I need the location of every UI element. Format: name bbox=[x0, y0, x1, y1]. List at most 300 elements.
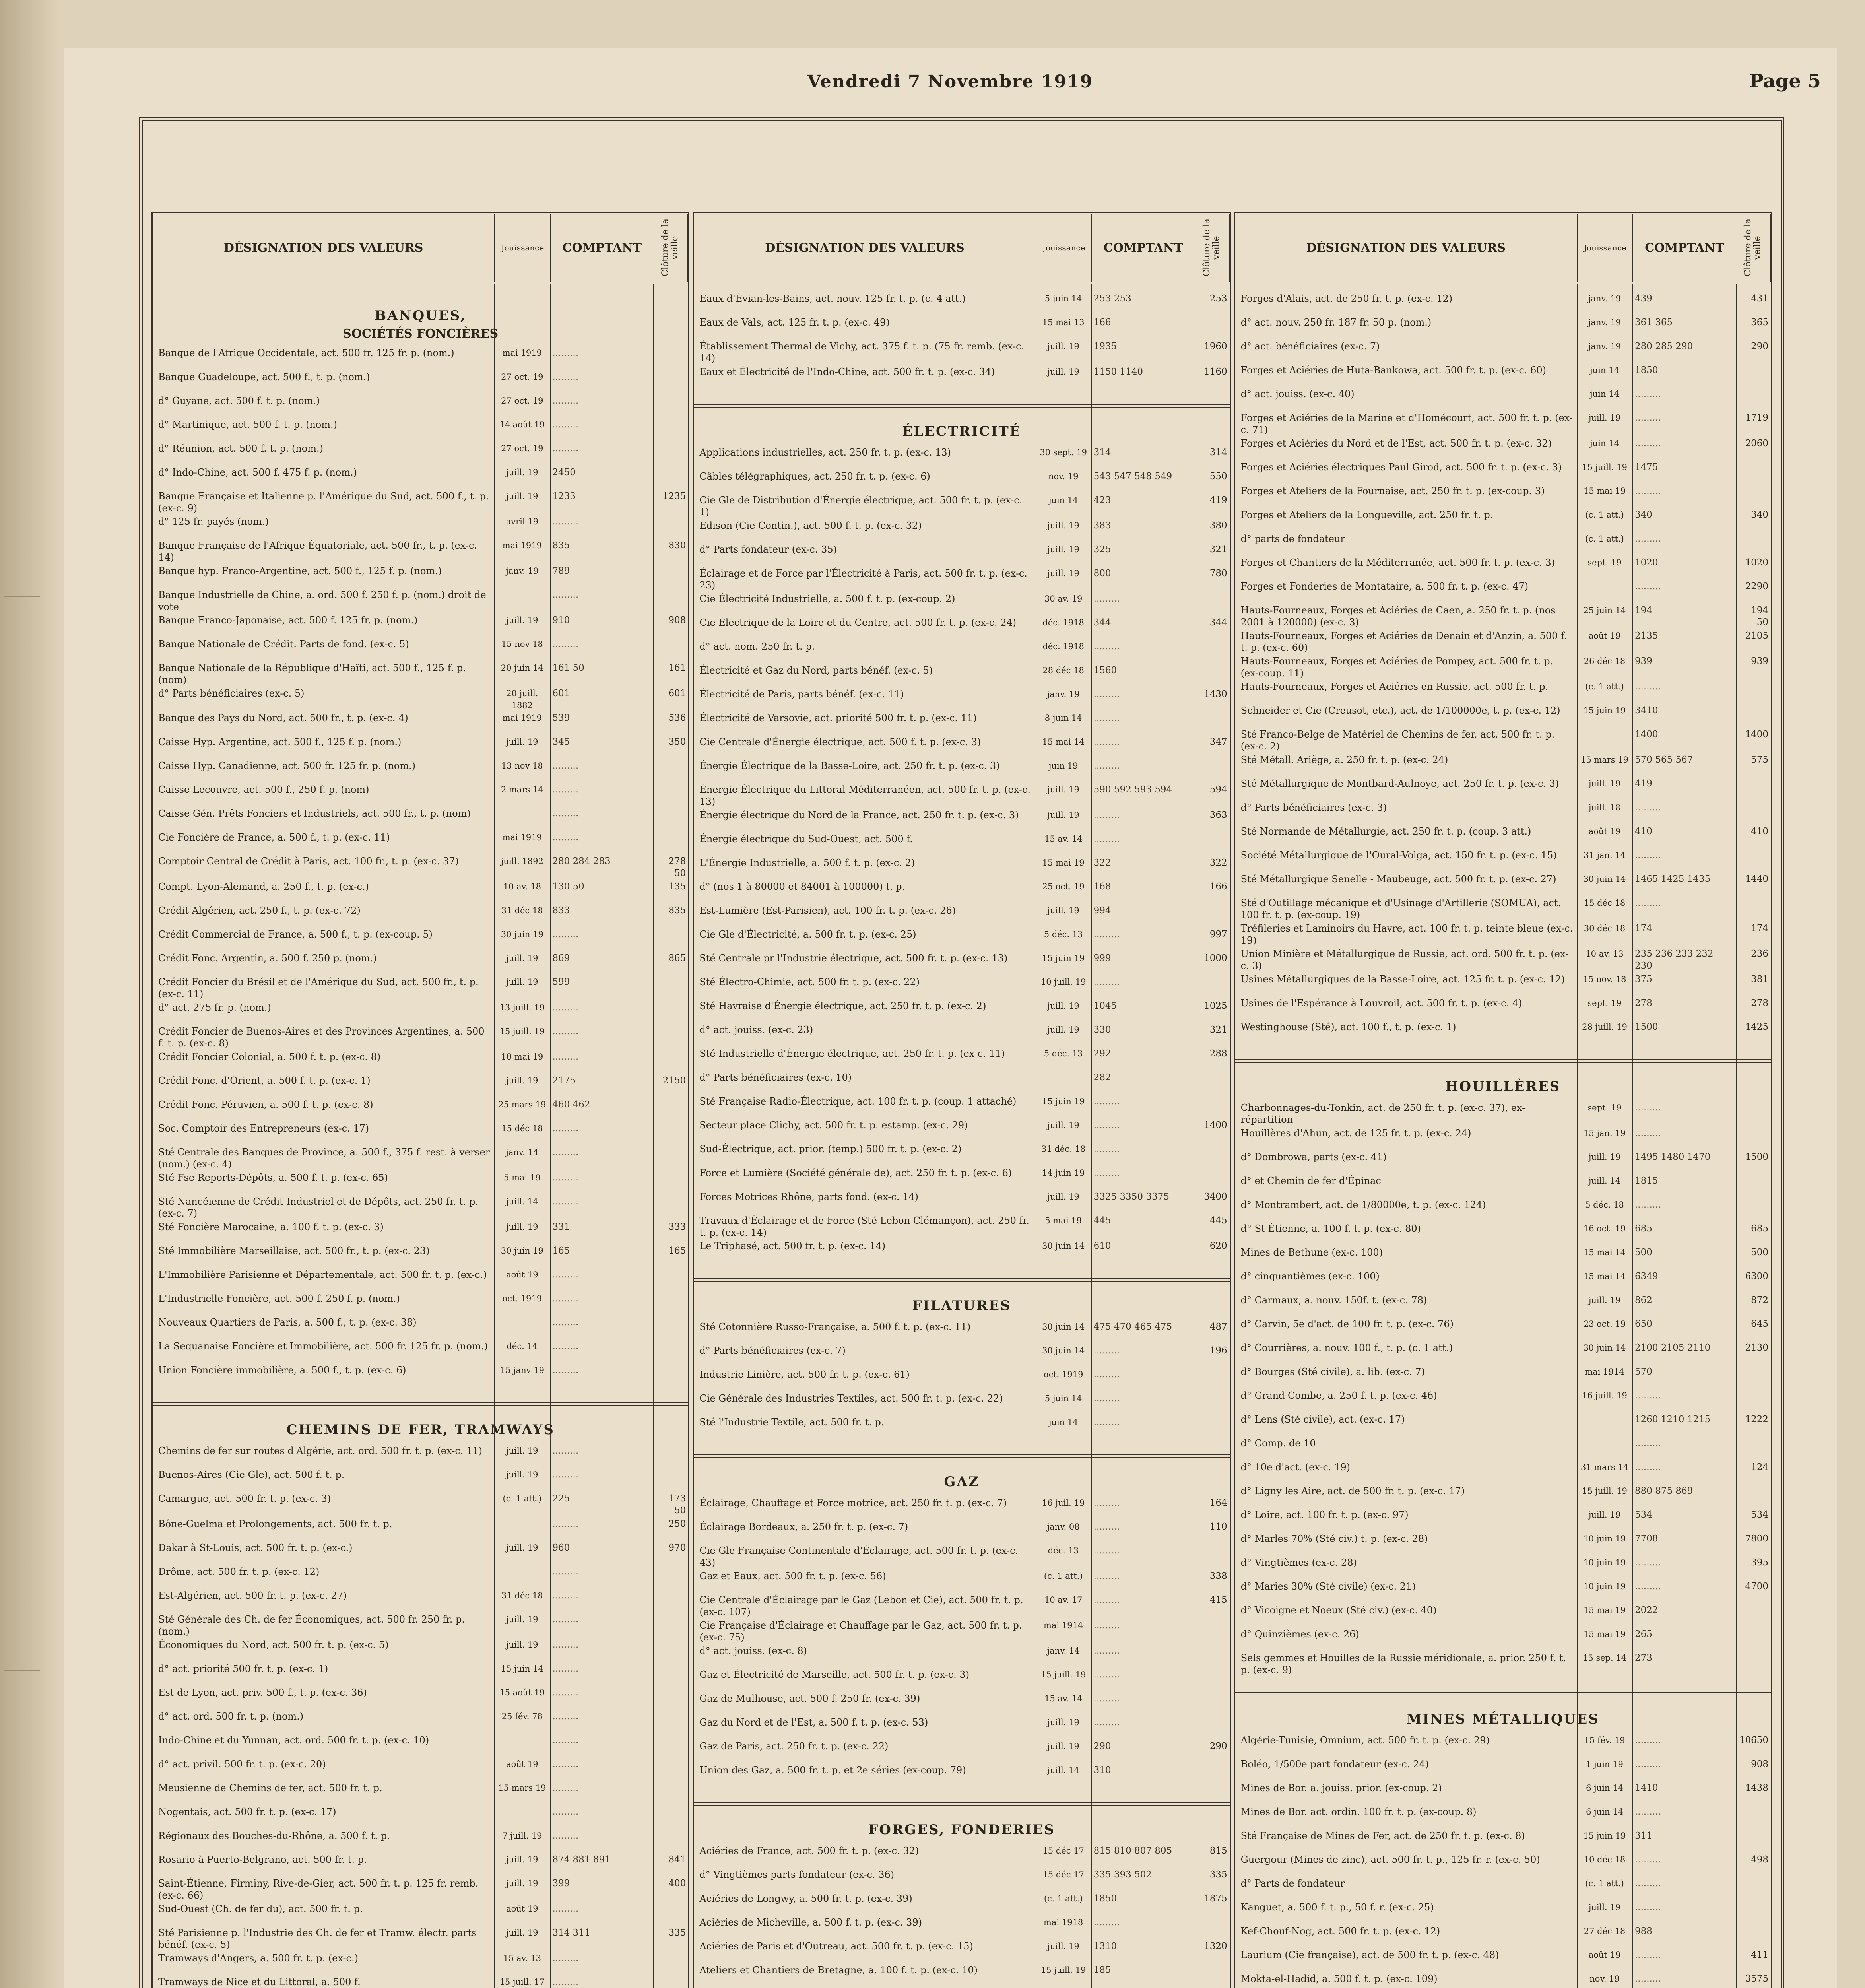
security-name: Mokta-el-Hadid, a. 500 f. t. p. (ex-c. 109) bbox=[1240, 1973, 1438, 1984]
security-name: Union Minière et Métallurgique de Russie, act. ord. 500 fr. t. p. (ex-c. 3) bbox=[1240, 948, 1569, 971]
cloture-price bbox=[1736, 1604, 1771, 1627]
security-name: Sté Fse Reports-Dépôts, a. 500 f. t. p. (ex-c. 65) bbox=[158, 1172, 388, 1183]
cloture-price: 3575 bbox=[1745, 1974, 1768, 1984]
jouissance-date: juill. 19 bbox=[506, 1222, 538, 1232]
jouissance-date: août 19 bbox=[506, 1904, 538, 1914]
jouissance-date: 25 mars 19 bbox=[498, 1100, 546, 1109]
security-row bbox=[1235, 680, 1771, 704]
security-name: Eaux et Électricité de l'Indo-Chine, act. 500 fr. t. p. (ex-c. 34) bbox=[699, 366, 995, 377]
comptant-price: 460 462 bbox=[552, 1099, 590, 1110]
security-name: d° (nos 1 à 80000 et 84001 à 100000) t. p. bbox=[699, 881, 905, 892]
dot-leader: ......... bbox=[552, 348, 579, 358]
security-row bbox=[694, 1716, 1229, 1740]
comptant-price: 314 bbox=[1093, 447, 1111, 458]
jouissance-date: mai 1914 bbox=[1585, 1367, 1624, 1376]
dot-leader: ......... bbox=[1093, 1545, 1120, 1556]
jouissance-date: 31 mars 14 bbox=[1580, 1462, 1628, 1472]
jouissance-date: juill. 19 bbox=[506, 737, 538, 747]
security-row bbox=[153, 1781, 688, 1805]
security-row bbox=[153, 1926, 688, 1951]
security-row bbox=[153, 1902, 688, 1926]
cloture-price bbox=[1195, 1716, 1230, 1740]
security-name: Gaz de Paris, act. 250 fr. t. p. (ex-c. 22) bbox=[699, 1741, 889, 1752]
cloture-price: 1025 bbox=[1204, 1001, 1227, 1011]
security-row bbox=[1235, 728, 1771, 753]
jouissance-date: juill. 19 bbox=[1047, 1192, 1079, 1202]
dot-leader: ......... bbox=[1093, 641, 1120, 652]
comptant-price: 166 bbox=[1093, 317, 1111, 328]
security-name: Est-Lumière (Est-Parisien), act. 100 fr. t. p. (ex-c. 26) bbox=[699, 905, 956, 916]
security-name: Caisse Hyp. Argentine, act. 500 f., 125 f. p. (nom.) bbox=[158, 736, 402, 747]
security-row bbox=[1235, 777, 1771, 801]
jouissance-date: août 19 bbox=[506, 1759, 538, 1769]
cloture-price: 335 bbox=[1209, 1870, 1227, 1880]
cloture-price bbox=[1736, 1437, 1771, 1460]
security-name: Banque Française de l'Afrique Équatoriale, act. 500 fr., t. p. (ex-c. 14) bbox=[158, 540, 477, 563]
comptant-price: 419 bbox=[1634, 779, 1652, 789]
comptant-price: 6349 bbox=[1634, 1271, 1658, 1281]
comptant-price bbox=[550, 1638, 653, 1662]
jouissance-date: 16 juil. 19 bbox=[1042, 1498, 1085, 1508]
cloture-price: 419 bbox=[1209, 495, 1227, 505]
jouissance-date: juill. 19 bbox=[506, 491, 538, 501]
comptant-price: 1495 1480 1470 bbox=[1634, 1152, 1711, 1162]
cloture-price bbox=[653, 1829, 688, 1853]
comptant-price bbox=[550, 394, 653, 418]
security-name: Chemins de fer sur routes d'Algérie, act. ord. 500 fr. t. p. (ex-c. 11) bbox=[158, 1445, 482, 1456]
comptant-price: 7708 bbox=[1634, 1534, 1658, 1544]
security-row bbox=[694, 928, 1229, 951]
cloture-price: 173 50 bbox=[668, 1493, 686, 1516]
security-name: Sté Industrielle d'Énergie électrique, act. 250 fr. t. p. (ex c. 11) bbox=[699, 1048, 1005, 1059]
column-entries bbox=[153, 292, 688, 1988]
comptant-price bbox=[550, 1805, 653, 1829]
cloture-price bbox=[653, 1025, 688, 1050]
comptant-price bbox=[550, 370, 653, 394]
security-name: d° Bourges (Sté civile), a. lib. (ex-c. 7) bbox=[1240, 1366, 1425, 1377]
dot-leader: ......... bbox=[1634, 1128, 1661, 1138]
security-name: d° act. priorité 500 fr. t. p. (ex-c. 1) bbox=[158, 1663, 328, 1674]
cloture-price bbox=[653, 588, 688, 613]
cloture-price bbox=[1195, 1619, 1230, 1644]
security-name: d° Indo-Chine, act. 500 f. 475 f. p. (nom.) bbox=[158, 467, 357, 478]
cloture-price: 815 bbox=[1209, 1846, 1227, 1856]
security-name: Travaux d'Éclairage et de Force (Sté Lebon Clémançon), act. 250 fr. t. p. (ex-c. 14) bbox=[699, 1215, 1029, 1238]
comptant-price bbox=[1632, 1805, 1736, 1829]
dot-leader: ......... bbox=[552, 1293, 579, 1304]
security-row bbox=[1235, 1460, 1771, 1484]
security-row bbox=[1235, 825, 1771, 848]
jouissance-date: janv. 19 bbox=[1588, 294, 1621, 303]
cloture-price bbox=[1736, 1829, 1771, 1853]
jouissance-date: juill. 19 bbox=[1047, 367, 1079, 377]
security-name: d° Parts de fondateur bbox=[1240, 1878, 1345, 1889]
security-row bbox=[694, 975, 1229, 999]
dot-leader: ......... bbox=[1634, 1103, 1661, 1113]
jouissance-date bbox=[1577, 1413, 1632, 1437]
jouissance-date: janv. 08 bbox=[1047, 1522, 1080, 1532]
cloture-price: 970 bbox=[668, 1543, 686, 1553]
comptant-price bbox=[550, 515, 653, 539]
comptant-price bbox=[1091, 1095, 1195, 1118]
security-row bbox=[694, 1142, 1229, 1166]
dot-leader: ......... bbox=[1093, 713, 1120, 723]
security-row bbox=[153, 613, 688, 637]
security-name: Usines de l'Espérance à Louvroil, act. 500 fr. t. p. (ex-c. 4) bbox=[1240, 998, 1522, 1009]
comptant-price bbox=[1091, 1392, 1195, 1415]
security-row bbox=[1235, 922, 1771, 947]
comptant-price bbox=[1091, 592, 1195, 616]
page-number: Page 5 bbox=[1749, 70, 1821, 92]
security-row bbox=[694, 999, 1229, 1023]
jouissance-date: 15 mars 19 bbox=[1580, 755, 1628, 765]
section-title: CHEMINS DE FER, TRAMWAYS bbox=[286, 1422, 555, 1438]
dot-leader: ......... bbox=[552, 396, 579, 406]
section-title: MINES MÉTALLIQUES bbox=[1406, 1711, 1599, 1727]
security-name: Éclairage Bordeaux, a. 250 fr. t. p. (ex-c. 7) bbox=[699, 1521, 908, 1532]
jouissance-date: (c. 1 att.) bbox=[1044, 1894, 1083, 1903]
cloture-price bbox=[653, 1444, 688, 1468]
security-row bbox=[694, 519, 1229, 543]
security-row bbox=[694, 783, 1229, 808]
cloture-price bbox=[653, 1589, 688, 1613]
security-name: d° act. jouiss. (ex-c. 40) bbox=[1240, 388, 1355, 400]
jouissance-date: 15 déc 17 bbox=[1042, 1846, 1084, 1856]
comptant-price: 1850 bbox=[1093, 1893, 1117, 1904]
column-entries bbox=[1235, 292, 1771, 1988]
security-row bbox=[153, 539, 688, 564]
security-row bbox=[153, 831, 688, 854]
dot-leader: ......... bbox=[1634, 1735, 1661, 1745]
security-name: Établissement Thermal de Vichy, act. 375 f. t. p. (75 fr. remb. (ex-c. 14) bbox=[699, 341, 1025, 364]
comptant-price bbox=[1091, 759, 1195, 783]
security-name: Forges et Aciéries électriques Paul Girod, act. 500 fr. t. p. (ex-c. 3) bbox=[1240, 462, 1562, 473]
comptant-price: 570 565 567 bbox=[1634, 755, 1693, 765]
comptant-price: 1935 bbox=[1093, 341, 1117, 351]
jouissance-date: sept. 19 bbox=[1587, 998, 1622, 1008]
cloture-price bbox=[653, 466, 688, 489]
cloture-price: 1222 bbox=[1745, 1414, 1768, 1425]
security-row bbox=[694, 1320, 1229, 1344]
cloture-price: 445 bbox=[1209, 1215, 1227, 1226]
page-frame bbox=[139, 117, 1784, 1988]
jouissance-date: 30 av. 19 bbox=[1044, 594, 1083, 604]
jouissance-date: juin 14 bbox=[1048, 495, 1078, 505]
jouissance-date: déc. 13 bbox=[1048, 1546, 1079, 1555]
comptant-price bbox=[550, 1363, 653, 1387]
dot-leader: ......... bbox=[1634, 1581, 1661, 1592]
security-name: Kanguet, a. 500 f. t. p., 50 f. r. (ex-c. 25) bbox=[1240, 1902, 1434, 1913]
security-row bbox=[694, 1692, 1229, 1716]
cloture-price bbox=[1736, 1651, 1771, 1677]
jouissance-date: mai 1919 bbox=[502, 713, 542, 723]
comptant-price bbox=[550, 1829, 653, 1853]
cloture-price: 135 bbox=[668, 881, 686, 892]
comptant-price bbox=[550, 1292, 653, 1316]
jouissance-date: janv. 19 bbox=[1588, 318, 1621, 327]
security-name: Économiques du Nord, act. 500 fr. t. p. (ex-c. 5) bbox=[158, 1639, 389, 1650]
jouissance-date: déc. 1918 bbox=[1042, 642, 1084, 651]
dot-leader: ......... bbox=[1093, 1571, 1120, 1581]
comptant-price: 800 bbox=[1093, 568, 1111, 579]
dot-leader: ......... bbox=[1634, 1390, 1661, 1401]
security-name: Applications industrielles, act. 250 fr. t. p. (ex-c. 13) bbox=[699, 447, 951, 458]
cloture-price bbox=[653, 759, 688, 783]
jouissance-date: juill. 19 bbox=[506, 1543, 538, 1553]
dot-leader: ......... bbox=[1634, 389, 1661, 399]
security-row bbox=[694, 687, 1229, 711]
security-row bbox=[694, 1569, 1229, 1593]
jouissance-date: sept. 19 bbox=[1587, 558, 1622, 567]
security-name: Aciéries de Micheville, a. 500 f. t. p. (ex-c. 39) bbox=[699, 1917, 922, 1928]
security-row bbox=[694, 640, 1229, 664]
cloture-price bbox=[1195, 592, 1230, 616]
comptant-price: 1260 1210 1215 bbox=[1634, 1414, 1711, 1425]
security-name: d° act. jouiss. (ex-c. 23) bbox=[699, 1024, 813, 1035]
comptant-price bbox=[550, 1050, 653, 1074]
column-entries bbox=[694, 292, 1229, 1988]
cloture-price: 1400 bbox=[1204, 1120, 1227, 1130]
comptant-price: 869 bbox=[552, 953, 570, 963]
cloture-price bbox=[1195, 1692, 1230, 1716]
dot-leader: ......... bbox=[552, 1317, 579, 1328]
security-name: Meusienne de Chemins de fer, act. 500 fr. t. p. bbox=[158, 1782, 382, 1794]
cloture-price: 344 bbox=[1209, 617, 1227, 628]
security-row bbox=[694, 292, 1229, 316]
jouissance-date: 31 déc 18 bbox=[501, 906, 543, 915]
security-name: Sté Métallurgique de Montbard-Aulnoye, act. 250 fr. t. p. (ex-c. 3) bbox=[1240, 778, 1559, 789]
comptant-price: 835 bbox=[552, 540, 570, 551]
security-row bbox=[153, 1268, 688, 1292]
comptant-price: 253 253 bbox=[1093, 293, 1131, 304]
jouissance-date: 26 déc 18 bbox=[1584, 656, 1626, 666]
cloture-price bbox=[1736, 896, 1771, 922]
comptant-price bbox=[550, 1268, 653, 1292]
cloture-price bbox=[1195, 1142, 1230, 1166]
cloture-price bbox=[653, 1468, 688, 1492]
jouissance-date: mai 1918 bbox=[1044, 1918, 1083, 1927]
comptant-price: 570 bbox=[1634, 1367, 1652, 1377]
security-name: Aciéries de Paris et d'Outreau, act. 500 fr. t. p. (ex-c. 15) bbox=[699, 1941, 973, 1952]
cloture-price: 10650 bbox=[1739, 1735, 1768, 1745]
table-column-2 bbox=[693, 212, 1230, 1988]
dot-leader: ......... bbox=[552, 1123, 579, 1134]
cloture-price: 166 bbox=[1209, 881, 1227, 892]
dot-leader: ......... bbox=[552, 1470, 579, 1480]
security-row bbox=[1235, 1150, 1771, 1174]
dot-leader: ......... bbox=[1093, 1369, 1120, 1380]
security-row bbox=[1235, 1293, 1771, 1317]
comptant-price bbox=[1091, 928, 1195, 951]
jouissance-date: 6 juin 14 bbox=[1586, 1783, 1623, 1793]
security-row bbox=[153, 1244, 688, 1268]
cloture-price bbox=[1736, 460, 1771, 484]
security-name: d° Montrambert, act. de 1/80000e, t. p. (ex-c. 124) bbox=[1240, 1199, 1486, 1210]
dot-leader: ......... bbox=[552, 372, 579, 382]
comptant-price: 1815 bbox=[1634, 1176, 1658, 1186]
security-name: Schneider et Cie (Creusot, etc.), act. de 1/100000e, t. p. (ex-c. 12) bbox=[1240, 705, 1560, 716]
security-row bbox=[153, 759, 688, 783]
security-row bbox=[153, 735, 688, 759]
security-name: Nouveaux Quartiers de Paris, a. 500 f., t. p. (ex-c. 38) bbox=[158, 1317, 417, 1328]
header-comptant: COMPTANT bbox=[1091, 214, 1195, 282]
jouissance-date: 15 juin 19 bbox=[1583, 1831, 1626, 1840]
comptant-price: 445 bbox=[1093, 1215, 1111, 1226]
security-row bbox=[153, 783, 688, 807]
comptant-price bbox=[1632, 1437, 1736, 1460]
newspaper-page bbox=[64, 48, 1837, 1988]
cloture-price bbox=[1736, 704, 1771, 728]
comptant-price bbox=[1091, 1619, 1195, 1644]
security-name: Forces Motrices Rhône, parts fond. (ex-c. 14) bbox=[699, 1191, 919, 1202]
cloture-price bbox=[653, 1292, 688, 1316]
security-name: Sté Française Radio-Électrique, act. 100 fr. t. p. (coup. 1 attaché) bbox=[699, 1096, 1017, 1107]
security-name: Mines de Bethune (ex-c. 100) bbox=[1240, 1247, 1383, 1258]
dot-leader: ......... bbox=[1634, 1807, 1661, 1817]
jouissance-date: juill. 19 bbox=[1047, 1120, 1079, 1130]
cloture-price: 1020 bbox=[1745, 557, 1768, 568]
comptant-price bbox=[550, 1145, 653, 1171]
security-row bbox=[1235, 1853, 1771, 1877]
cloture-price: 498 bbox=[1751, 1854, 1768, 1865]
security-name: Algérie-Tunisie, Omnium, act. 500 fr. t. p. (ex-c. 29) bbox=[1240, 1735, 1490, 1746]
comptant-price: 194 bbox=[1634, 605, 1652, 615]
comptant-price: 960 bbox=[552, 1543, 570, 1553]
cloture-price bbox=[1195, 711, 1230, 735]
jouissance-date: juill. 14 bbox=[506, 1197, 538, 1206]
security-name: Hauts-Fourneaux, Forges et Aciéries de Denain et d'Anzin, a. 500 f. t. p. (ex-c. 60) bbox=[1240, 630, 1567, 653]
jouissance-date bbox=[494, 1316, 550, 1340]
cloture-price bbox=[1736, 1101, 1771, 1126]
security-name: Drôme, act. 500 fr. t. p. (ex-c. 12) bbox=[158, 1566, 320, 1577]
security-row bbox=[153, 442, 688, 466]
security-row bbox=[1235, 1317, 1771, 1341]
header-cloture: Clôture de la veille bbox=[653, 214, 688, 282]
comptant-price bbox=[1632, 1101, 1736, 1126]
section-separator bbox=[694, 404, 1229, 408]
dot-leader: ......... bbox=[552, 1614, 579, 1625]
security-row bbox=[1235, 654, 1771, 680]
cloture-price bbox=[1736, 777, 1771, 801]
jouissance-date: 15 juill. 19 bbox=[1582, 462, 1627, 472]
section-separator bbox=[694, 1454, 1229, 1458]
jouissance-date: (c. 1 att.) bbox=[1585, 682, 1624, 691]
jouissance-date: 15 fév. 19 bbox=[1584, 1736, 1625, 1745]
security-row bbox=[694, 1668, 1229, 1692]
jouissance-date: 10 juin 19 bbox=[1583, 1534, 1626, 1543]
security-row bbox=[1235, 896, 1771, 922]
security-row bbox=[1235, 580, 1771, 604]
comptant-price: 280 285 290 bbox=[1634, 341, 1693, 351]
cloture-price: 865 bbox=[668, 953, 686, 963]
cloture-price: 196 bbox=[1209, 1345, 1227, 1356]
security-row bbox=[694, 1190, 1229, 1214]
comptant-price: 325 bbox=[1093, 544, 1111, 555]
comptant-price: 168 bbox=[1093, 881, 1111, 892]
cloture-price bbox=[653, 564, 688, 588]
dot-leader: ......... bbox=[552, 1590, 579, 1601]
jouissance-date: nov. 19 bbox=[1048, 472, 1079, 481]
security-row bbox=[1235, 1877, 1771, 1901]
cloture-price bbox=[653, 394, 688, 418]
security-name: Banque Nationale de Crédit. Parts de fond. (ex-c. 5) bbox=[158, 639, 409, 650]
security-name: d° parts de fondateur bbox=[1240, 533, 1345, 544]
cloture-price bbox=[653, 1781, 688, 1805]
comptant-price: 235 236 233 232 230 bbox=[1634, 949, 1714, 971]
dot-leader: ......... bbox=[1093, 1168, 1120, 1178]
dot-leader: ......... bbox=[1093, 1345, 1120, 1356]
cloture-price bbox=[653, 418, 688, 442]
dot-leader: ......... bbox=[552, 761, 579, 771]
comptant-price: 601 bbox=[552, 688, 570, 699]
section-title: FORGES, FONDERIES bbox=[868, 1822, 1055, 1838]
security-row bbox=[694, 1344, 1229, 1368]
cloture-price: 365 bbox=[1751, 317, 1768, 328]
comptant-price bbox=[550, 1975, 653, 1988]
jouissance-date: juill. 19 bbox=[1588, 1295, 1621, 1305]
jouissance-date: juill. 19 bbox=[506, 1640, 538, 1650]
cloture-price bbox=[653, 783, 688, 807]
header-designation: DÉSIGNATION DES VALEURS bbox=[765, 241, 965, 255]
security-name: d° et Chemin de fer d'Épinac bbox=[1240, 1175, 1381, 1186]
cloture-price bbox=[1736, 387, 1771, 411]
security-name: Énergie Électrique de la Basse-Loire, act. 250 fr. t. p. (ex-c. 3) bbox=[699, 760, 1000, 771]
comptant-price bbox=[1632, 532, 1736, 556]
jouissance-date: avril 19 bbox=[506, 517, 538, 526]
cloture-price bbox=[653, 346, 688, 370]
security-name: Énergie électrique du Sud-Ouest, act. 500 f. bbox=[699, 833, 913, 845]
dot-leader: ......... bbox=[552, 784, 579, 795]
comptant-price: 862 bbox=[1634, 1295, 1652, 1305]
jouissance-date: juill. 19 bbox=[1047, 906, 1079, 915]
security-row bbox=[153, 711, 688, 735]
jouissance-date: 2 mars 14 bbox=[501, 785, 543, 794]
cloture-price: 3400 bbox=[1204, 1192, 1227, 1202]
cloture-price bbox=[653, 442, 688, 466]
security-row bbox=[1235, 947, 1771, 973]
comptant-price bbox=[1632, 411, 1736, 437]
security-row bbox=[694, 951, 1229, 975]
jouissance-date: juill. 19 bbox=[1588, 1152, 1621, 1162]
security-row bbox=[1235, 1829, 1771, 1853]
security-name: Banque Industrielle de Chine, a. ord. 500 f. 250 f. p. (nom.) droit de vote bbox=[158, 589, 486, 612]
jouissance-date: 13 nov 18 bbox=[501, 761, 543, 771]
dot-leader: ......... bbox=[1634, 1878, 1661, 1889]
security-row bbox=[153, 489, 688, 515]
security-row bbox=[694, 1023, 1229, 1047]
jouissance-date: juill. 19 bbox=[1047, 521, 1079, 530]
security-name: Électricité de Varsovie, act. priorité 500 fr. t. p. (ex-c. 11) bbox=[699, 712, 977, 724]
cloture-price bbox=[1736, 1805, 1771, 1829]
dot-leader: ......... bbox=[552, 1783, 579, 1793]
security-name: Houillères d'Ahun, act. de 125 fr. t. p. (ex-c. 24) bbox=[1240, 1128, 1471, 1139]
jouissance-date: juill. 19 bbox=[506, 615, 538, 625]
comptant-price: 1150 1140 bbox=[1093, 367, 1143, 377]
comptant-price: 3410 bbox=[1634, 705, 1658, 716]
dot-leader: ......... bbox=[1634, 1950, 1661, 1960]
comptant-price: 1310 bbox=[1093, 1941, 1117, 1951]
comptant-price bbox=[1632, 1580, 1736, 1604]
cloture-price: 500 bbox=[1751, 1247, 1768, 1258]
header-jouissance: Jouissance bbox=[494, 214, 550, 282]
comptant-price bbox=[550, 442, 653, 466]
cloture-price: 1160 bbox=[1204, 367, 1227, 377]
comptant-price: 999 bbox=[1093, 953, 1111, 963]
security-name: Sté d'Outillage mécanique et d'Usinage d'Artillerie (SOMUA), act. 100 fr. t. p. (ex-coup. 19) bbox=[1240, 897, 1561, 920]
cloture-price: 536 bbox=[668, 713, 686, 723]
dot-leader: ......... bbox=[1093, 1417, 1120, 1427]
security-row bbox=[1235, 704, 1771, 728]
